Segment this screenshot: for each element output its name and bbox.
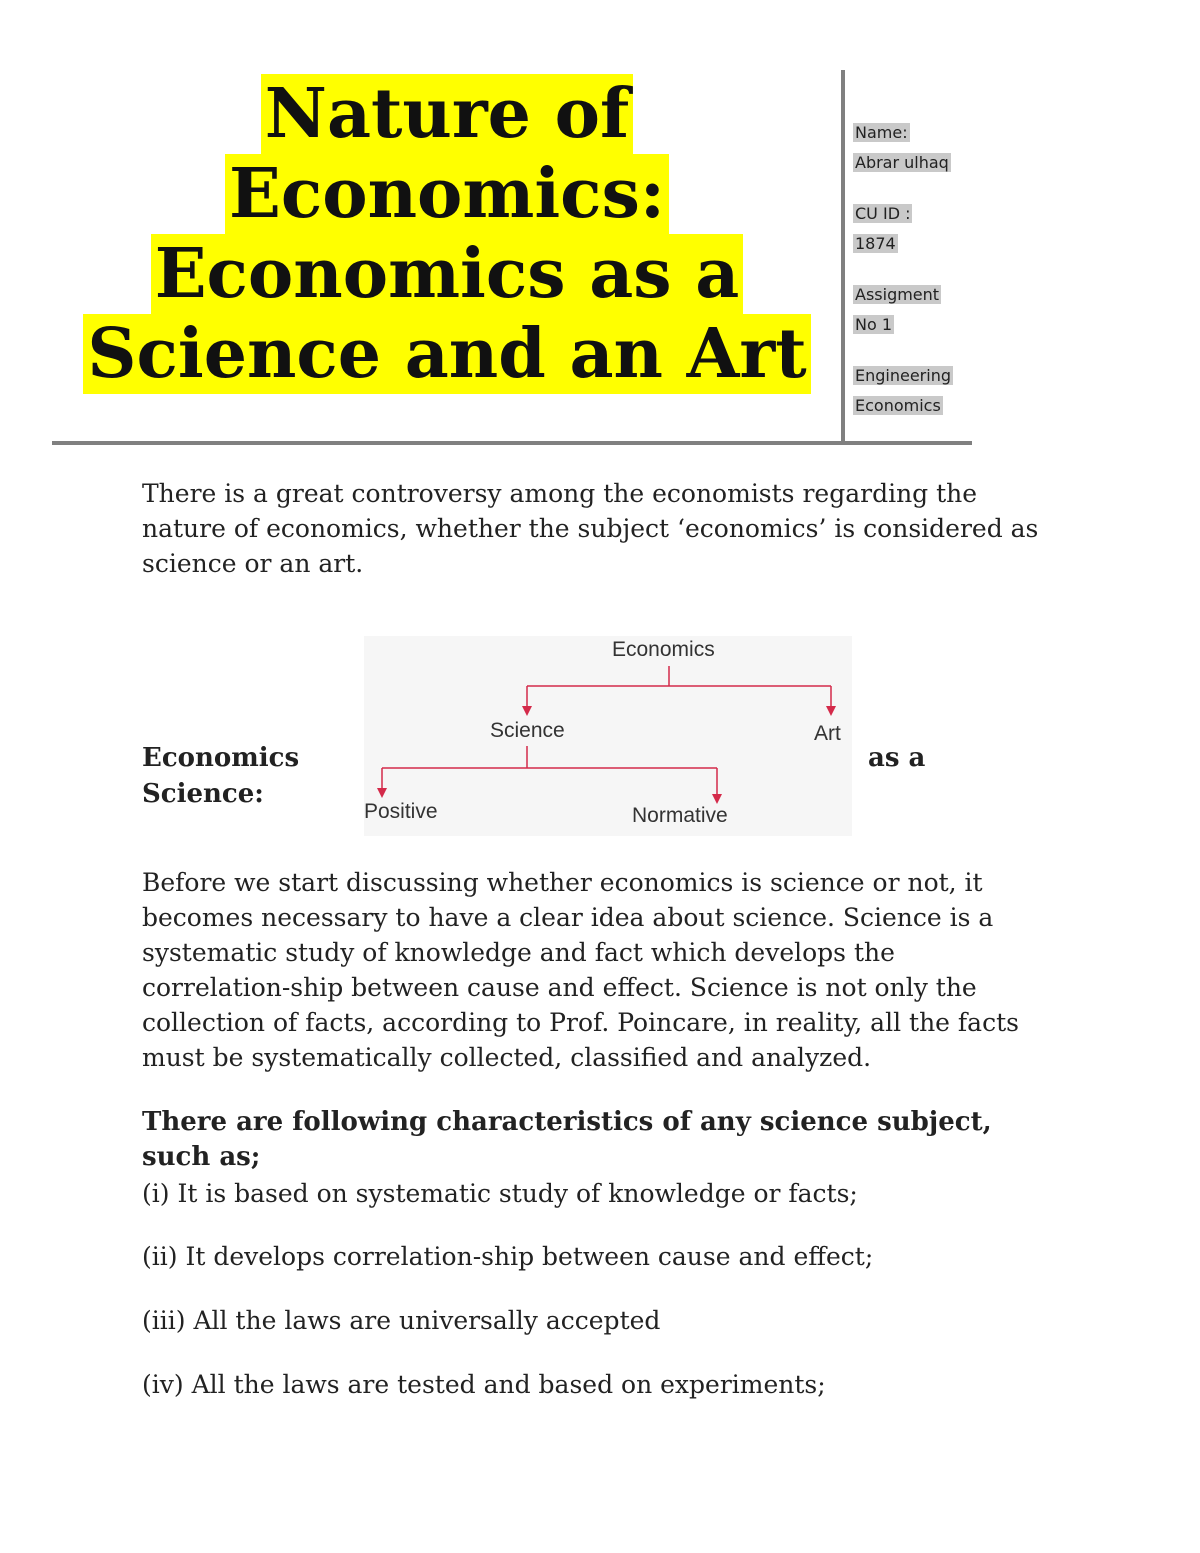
science-line-3: systematic study of knowledge and fact which develops the xyxy=(142,938,895,967)
intro-paragraph xyxy=(142,476,1072,581)
course-line-1: Engineering xyxy=(855,366,951,385)
diagram-node-science: Science xyxy=(490,719,565,742)
diagram-node-positive: Positive xyxy=(364,800,438,823)
economics-tree-diagram xyxy=(364,636,852,836)
intro-line-2: nature of economics, whether the subject ‘economics’ is considered as xyxy=(142,514,1039,543)
list-item: (i) It is based on systematic study of knowledge or facts; xyxy=(142,1179,858,1208)
diagram-node-art: Art xyxy=(814,722,841,745)
course-group xyxy=(853,361,973,421)
name-group xyxy=(853,118,973,178)
name-value: Abrar ulhaq xyxy=(855,153,949,172)
title-line-4: Science and an Art xyxy=(83,314,810,394)
assignment-group xyxy=(853,280,973,340)
science-line-1: Before we start discussing whether economics is science or not, it xyxy=(142,868,983,897)
assignment-label: Assigment xyxy=(855,285,940,304)
science-line-4: correlation-ship between cause and effect. Science is not only the xyxy=(142,973,977,1002)
science-line-5: collection of facts, according to Prof. Poincare, in reality, all the facts xyxy=(142,1008,1019,1037)
section-heading-part-2: as a xyxy=(868,743,926,773)
characteristics-heading-line-1: There are following characteristics of any science subject, xyxy=(142,1107,992,1137)
name-label: Name: xyxy=(855,123,908,142)
document-title xyxy=(52,74,842,394)
intro-line-3: science or an art. xyxy=(142,549,364,578)
intro-line-1: There is a great controversy among the economists regarding the xyxy=(142,479,978,508)
vertical-divider xyxy=(841,70,845,442)
cuid-group xyxy=(853,199,973,259)
section-heading-part-1: Economics xyxy=(142,743,300,773)
diagram-node-normative: Normative xyxy=(632,804,728,827)
course-line-2: Economics xyxy=(855,396,941,415)
diagram-node-economics: Economics xyxy=(612,638,715,661)
title-line-1: Nature of xyxy=(261,74,633,154)
science-line-6: must be systematically collected, classified and analyzed. xyxy=(142,1043,872,1072)
characteristics-heading-line-2: such as; xyxy=(142,1142,261,1172)
list-item: (ii) It develops correlation-ship between cause and effect; xyxy=(142,1242,874,1271)
list-item: (iii) All the laws are universally accepted xyxy=(142,1306,661,1335)
cuid-value: 1874 xyxy=(855,234,896,253)
student-info xyxy=(853,118,973,442)
section-heading-part-3: Science: xyxy=(142,779,264,809)
horizontal-divider xyxy=(52,441,972,445)
characteristics-heading xyxy=(142,1105,1072,1175)
cuid-label: CU ID : xyxy=(855,204,911,223)
list-item: (iv) All the laws are tested and based on experiments; xyxy=(142,1370,826,1399)
science-paragraph xyxy=(142,865,1072,1075)
title-line-3: Economics as a xyxy=(151,234,744,314)
assignment-value: No 1 xyxy=(855,315,893,334)
science-line-2: becomes necessary to have a clear idea about science. Science is a xyxy=(142,903,994,932)
title-line-2: Economics: xyxy=(225,154,669,234)
